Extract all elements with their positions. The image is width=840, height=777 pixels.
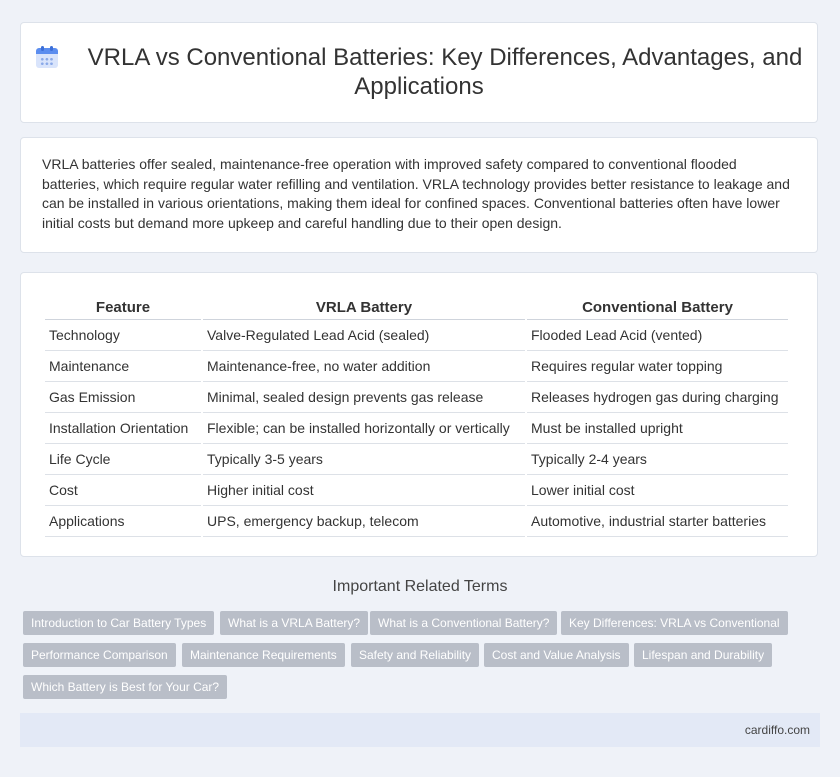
table-cell: Applications xyxy=(45,506,201,537)
intro-card xyxy=(20,137,818,253)
related-terms-title: Important Related Terms xyxy=(332,578,508,595)
tag-cost-value[interactable]: Cost and Value Analysis xyxy=(484,643,629,667)
table-cell: UPS, emergency backup, telecom xyxy=(203,506,525,537)
table-cell: Valve-Regulated Lead Acid (sealed) xyxy=(203,320,525,351)
table-header-row xyxy=(45,295,788,320)
comparison-table-card xyxy=(20,272,818,557)
table-cell: Higher initial cost xyxy=(203,475,525,506)
table-cell: Minimal, sealed design prevents gas release xyxy=(203,382,525,413)
table-cell: Typically 2-4 years xyxy=(527,444,788,475)
column-header-feature: Feature xyxy=(45,295,201,320)
tag-key-differences[interactable]: Key Differences: VRLA vs Conventional xyxy=(561,611,788,635)
table-cell: Life Cycle xyxy=(45,444,201,475)
footer xyxy=(20,713,820,747)
page-title: VRLA vs Conventional Batteries: Key Differences, Advantages, and Applications xyxy=(87,44,803,100)
page-title-row xyxy=(21,43,817,101)
footer-site-link[interactable]: cardiffo.com xyxy=(744,723,810,737)
table-cell: Maintenance-free, no water addition xyxy=(203,351,525,382)
tag-maintenance-requirements[interactable]: Maintenance Requirements xyxy=(182,643,345,667)
tag-what-is-conventional[interactable]: What is a Conventional Battery? xyxy=(370,611,557,635)
tag-lifespan-durability[interactable]: Lifespan and Durability xyxy=(634,643,772,667)
table-row xyxy=(45,413,788,444)
title-card xyxy=(20,22,818,123)
table-cell: Automotive, industrial starter batteries xyxy=(527,506,788,537)
table-row xyxy=(45,351,788,382)
table-row xyxy=(45,506,788,537)
table-cell: Installation Orientation xyxy=(45,413,201,444)
table-cell: Must be installed upright xyxy=(527,413,788,444)
tag-safety-reliability[interactable]: Safety and Reliability xyxy=(351,643,479,667)
table-cell: Releases hydrogen gas during charging xyxy=(527,382,788,413)
calendar-icon xyxy=(36,46,58,68)
table-cell: Requires regular water topping xyxy=(527,351,788,382)
table-row xyxy=(45,444,788,475)
table-row xyxy=(45,320,788,351)
tag-car-battery-types[interactable]: Introduction to Car Battery Types xyxy=(23,611,214,635)
tag-what-is-vrla[interactable]: What is a VRLA Battery? xyxy=(220,611,368,635)
column-header-vrla: VRLA Battery xyxy=(203,295,525,320)
column-header-conventional: Conventional Battery xyxy=(527,295,788,320)
table-row xyxy=(45,382,788,413)
table-cell: Flooded Lead Acid (vented) xyxy=(527,320,788,351)
table-row xyxy=(45,475,788,506)
table-cell: Typically 3-5 years xyxy=(203,444,525,475)
comparison-table xyxy=(43,295,790,537)
table-cell: Lower initial cost xyxy=(527,475,788,506)
table-cell: Cost xyxy=(45,475,201,506)
table-cell: Technology xyxy=(45,320,201,351)
table-cell: Gas Emission xyxy=(45,382,201,413)
tag-performance-comparison[interactable]: Performance Comparison xyxy=(23,643,176,667)
tag-best-battery[interactable]: Which Battery is Best for Your Car? xyxy=(23,675,227,699)
table-cell: Maintenance xyxy=(45,351,201,382)
intro-text: VRLA batteries offer sealed, maintenance-free operation with improved safety compared to conventional flooded batteries, which require regular water refilling and ventilation. VRLA technology provides better resistance to leakage and can be installed in various orientations, making them ideal for confined spaces. Conventional batteries often have lower initial costs but demand more upkeep and careful handling due to their open design. xyxy=(42,156,790,231)
table-cell: Flexible; can be installed horizontally or vertically xyxy=(203,413,525,444)
